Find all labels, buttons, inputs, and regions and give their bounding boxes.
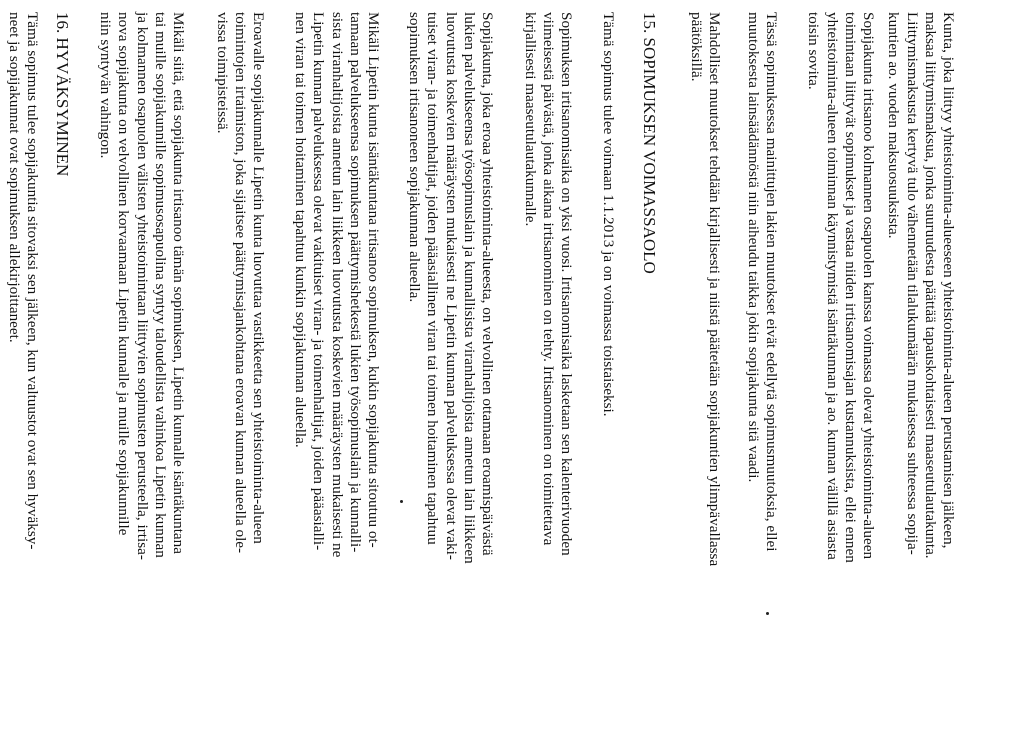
- paragraph-text: Tässä sopimuksessa mainittujen lakien muutokset eivät edellytä sopimusmuutoksia, ellei muutoksesta lainsäädännöstä niin aiheudu taikka jokin sopijakunta sitä vaadi.: [744, 12, 780, 552]
- section-15-paragraph-3: [405, 12, 496, 734]
- paragraph-text: Mikäli siitä, että sopijakunta irtisanoo tämän sopimuksen, Lipetin kunnalle isäntäkuntana tai muille sopijakunnille sopimusosapuolina syntyy taloudellista vahinkoa Lipetin kunnan ja kolmannen osapuolen välisten yhteistoimintaan liittyvien sopimusten perusteella, irtisa- nova sopijakunta on velvollinen korvaamaan Lipetin kunnalle ja muille sopijakunnille niin syntyvän vahingon.: [97, 12, 187, 560]
- paragraph-text: Tämä sopimus tulee voimaan 1.1.2013 ja on voimassa toistaiseksi.: [600, 12, 617, 417]
- paragraph-text: Sopijakunta, joka eroaa yhteistoiminta-alueesta, on velvollinen ottamaan eroamispäivästä lukien palvelukseensa työsopimuslain ja kunnallisista viranhaltijoista annetun lain liikkeen luovutusta koskevien määräysten mukaisesti ne Lipetin kunnan palveluksessa olevat vaki- tuiset viran- ja toimenhaltijat, joiden pääasiallinen viran tai toimen hoitaminen tapahtuu sopimuksen irtisanoneen sopijakunnan alueella.: [406, 12, 496, 564]
- scan-speck: [766, 612, 769, 615]
- section-15-paragraph-4: [291, 12, 382, 734]
- paragraph-text: Mikäli Lipetin kunta isäntäkuntana irtisanoo sopimuksen, kukin sopijakunta sitoutuu ot- tamaan palvelukseensa sopimuksen päättymishetkestä lukien työsopimuslain ja kunnalli- sista viranhaltijoista annetun lain liikkeen luovutusta koskevien määräysten mukaisesti ne Lipetin kunnan palveluksessa olevat vakituiset viran- ja toimenhaltijat, joiden pääasialli- nen viran tai toimen hoitaminen tapahtuu kunkin sopijakunnan alueella.: [292, 12, 382, 558]
- paragraph-text: Sopijakunta irtisanoo kolmannen osapuolen kanssa voimassa olevat yhteistoiminta-alueen toimintaan liittyvät sopimukset ja vastaa niiden irtisanomisajan kustannuksista, ellei ennen yhteistoiminta-alueen toiminnan käynnistymistä isäntäkunnan ja ao. kunnan välillä asiasta toisin sovita.: [805, 12, 877, 563]
- scan-speck: [400, 500, 403, 503]
- intro-paragraph-1: [884, 12, 957, 734]
- paragraph-text: Eroavalle sopijakunnalle Lipetin kunta luovuttaa vastikkeetta sen yhteistoiminta-alueen toimintojen irtaimiston, joka sijaitsee päättymisajankohtana eroavan kunnan alueella ole- vissa toimipisteissä.: [213, 12, 267, 554]
- paragraph-text: Tämä sopimus tulee sopijakuntia sitovaksi sen jälkeen, kun valtuustot ovat sen hyväksy- neet ja sopijakunnat ovat sopimuksen allekirjoittaneet.: [5, 12, 41, 550]
- section-16-paragraph-1: [5, 12, 41, 734]
- section-15-paragraph-2: [520, 12, 575, 734]
- intro-paragraph-3: [744, 12, 780, 734]
- paragraph-text: Sopimuksen irtisanomisaika on yksi vuosi. Irtisanomisaika lasketaan sen kalenterivuoden viimeisestä päivästä, jonka aikana irtisanominen on tehty. Irtisanominen on toimitettava kirjallisesti maaseutulautakunnalle.: [521, 12, 575, 556]
- section-15-paragraph-6: [96, 12, 187, 734]
- section-16-heading: 16. HYVÄKSYMINEN: [53, 12, 72, 177]
- intro-paragraph-2: [804, 12, 877, 734]
- paragraph-text: Kunta, joka liittyy yhteistoiminta-alueeseen yhteistoiminta-alueen perustamisen jälkeen, maksaa liittymismaksua, jonka suuruudesta päättää tapauskohtaisesti maaseutulautakunta. Liittymismaksusta kertyvä tulo vähennetään tilalukumäärän mukaisessa suhteessa sopija- kuntien ao. vuoden maksuosuuksista.: [885, 12, 957, 559]
- section-15-paragraph-1: [599, 12, 617, 734]
- section-15-paragraph-5: [212, 12, 267, 734]
- paragraph-text: Mahdolliset muutokset tehdään kirjallisesti ja niistä päätetään sopijakuntien ylimpävallassa päätöksillä.: [687, 12, 723, 567]
- section-15-heading: 15. SOPIMUKSEN VOIMASSAOLO: [640, 12, 659, 274]
- intro-paragraph-4: [687, 12, 723, 734]
